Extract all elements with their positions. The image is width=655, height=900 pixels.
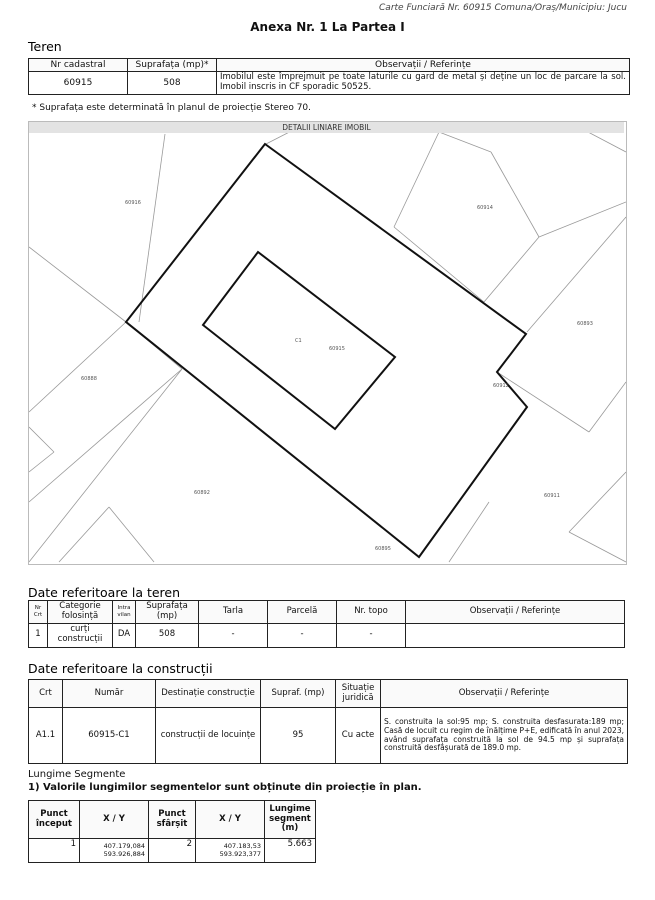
col-destinatie: Destinație construcție	[156, 680, 261, 708]
carte-funciara-header: Carte Funciară Nr. 60915 Comuna/Oraș/Municipiu: Jucu	[379, 3, 627, 13]
label-building-c1: C1	[295, 338, 302, 344]
col-parcela: Parcelă	[268, 601, 337, 624]
teren-section-title: Teren	[28, 39, 62, 54]
cell-categorie: curți construcții	[48, 623, 113, 647]
neighbour-lines	[29, 122, 626, 562]
cell-destinatie: construcții de locuințe	[156, 708, 261, 764]
teren-table	[28, 58, 630, 95]
col-suprafata: Suprafața (mp)*	[128, 59, 217, 72]
cell-nr-crt: 1	[29, 623, 48, 647]
table-row	[29, 708, 628, 764]
segmente-subtitle: 1) Valorile lungimilor segmentelor sunt obținute din proiecție în plan.	[28, 782, 422, 793]
date-teren-section-title: Date referitoare la teren	[28, 585, 181, 600]
col-xy-end: X / Y	[196, 801, 265, 839]
map-band-title: DETALII LINIARE IMOBIL	[29, 122, 624, 133]
label-parcel-60888: 60888	[81, 376, 97, 382]
table-header-row	[29, 601, 625, 624]
label-parcel-60893: 60893	[577, 321, 593, 327]
cell-observatii: Imobilul este împrejmuit pe toate laturile cu gard de metal și deține un loc de parcare la sol. Imobil inscris in CF sporadic 50525.	[217, 72, 630, 95]
start-y: 593.926,884	[103, 849, 145, 858]
col-suprafata: Suprafața (mp)	[136, 601, 199, 624]
end-y: 593.923,377	[219, 849, 261, 858]
cell-observatii	[406, 623, 625, 647]
segmente-title: Lungime Segmente	[28, 769, 126, 780]
cell-suprafata: 95	[261, 708, 336, 764]
map-drawing	[29, 122, 626, 564]
cell-suprafata: 508	[128, 72, 217, 95]
table-row	[29, 623, 625, 647]
label-parcel-60911: 60911	[544, 493, 560, 499]
table-row	[29, 839, 316, 863]
label-parcel-60895: 60895	[375, 546, 391, 552]
cell-parcela: -	[268, 623, 337, 647]
cell-numar: 60915-C1	[63, 708, 156, 764]
cell-start-coords	[80, 839, 149, 863]
label-parcel-60916: 60916	[125, 200, 141, 206]
table-row	[29, 72, 630, 95]
cell-start-point: 1	[29, 839, 80, 863]
col-nr-topo: Nr. topo	[337, 601, 406, 624]
cell-lungime: 5.663	[265, 839, 316, 863]
stereo-note: * Suprafața este determinată în planul de proiecție Stereo 70.	[32, 103, 312, 113]
cell-intravilan: DA	[113, 623, 136, 647]
col-categorie: Categorie folosință	[48, 601, 113, 624]
cell-situatie: Cu acte	[336, 708, 381, 764]
cell-tarla: -	[199, 623, 268, 647]
label-parcel-60915: 60915	[329, 346, 345, 352]
col-observatii: Observații / Referințe	[381, 680, 628, 708]
col-xy-start: X / Y	[80, 801, 149, 839]
table-header-row	[29, 680, 628, 708]
annex-title: Anexa Nr. 1 La Partea I	[250, 20, 405, 34]
col-nr-cadastral: Nr cadastral	[29, 59, 128, 72]
cell-observatii: S. construita la sol:95 mp; S. construita desfasurata:189 mp; Casă de locuit cu regim de înălțime P+E, edificată în anul 2023, având suprafața construită la sol de 94.5 mp și suprafața construită desfășurată de 189.0 mp.	[381, 708, 628, 764]
col-suprafata: Supraf. (mp)	[261, 680, 336, 708]
col-lungime: Lungime segment (m)	[265, 801, 316, 839]
cell-end-coords	[196, 839, 265, 863]
date-constructii-table	[28, 679, 628, 764]
col-numar: Număr	[63, 680, 156, 708]
label-parcel-60912: 60912	[493, 383, 509, 389]
end-x: 407.183,53	[223, 842, 261, 851]
cell-suprafata: 508	[136, 623, 199, 647]
col-situatie: Situație juridică	[336, 680, 381, 708]
col-punct-inceput: Punct început	[29, 801, 80, 839]
start-x: 407.179,084	[103, 842, 145, 851]
date-teren-table	[28, 600, 625, 648]
label-parcel-60892: 60892	[194, 490, 210, 496]
col-punct-sfarsit: Punct sfârșit	[149, 801, 196, 839]
parcel-outline	[126, 144, 527, 557]
col-observatii: Observații / Referințe	[217, 59, 630, 72]
table-header-row	[29, 59, 630, 72]
cell-end-point: 2	[149, 839, 196, 863]
label-parcel-60914: 60914	[477, 205, 493, 211]
date-constructii-section-title: Date referitoare la construcții	[28, 661, 213, 676]
col-intravilan: Intra vilan	[113, 601, 136, 624]
cell-crt: A1.1	[29, 708, 63, 764]
col-observatii: Observații / Referințe	[406, 601, 625, 624]
cell-nr-topo: -	[337, 623, 406, 647]
col-tarla: Tarla	[199, 601, 268, 624]
segmente-table	[28, 800, 316, 863]
cadastral-map	[28, 121, 627, 565]
cell-nr-cadastral: 60915	[29, 72, 128, 95]
col-nr-crt: Nr Crt	[29, 601, 48, 624]
table-header-row	[29, 801, 316, 839]
col-crt: Crt	[29, 680, 63, 708]
